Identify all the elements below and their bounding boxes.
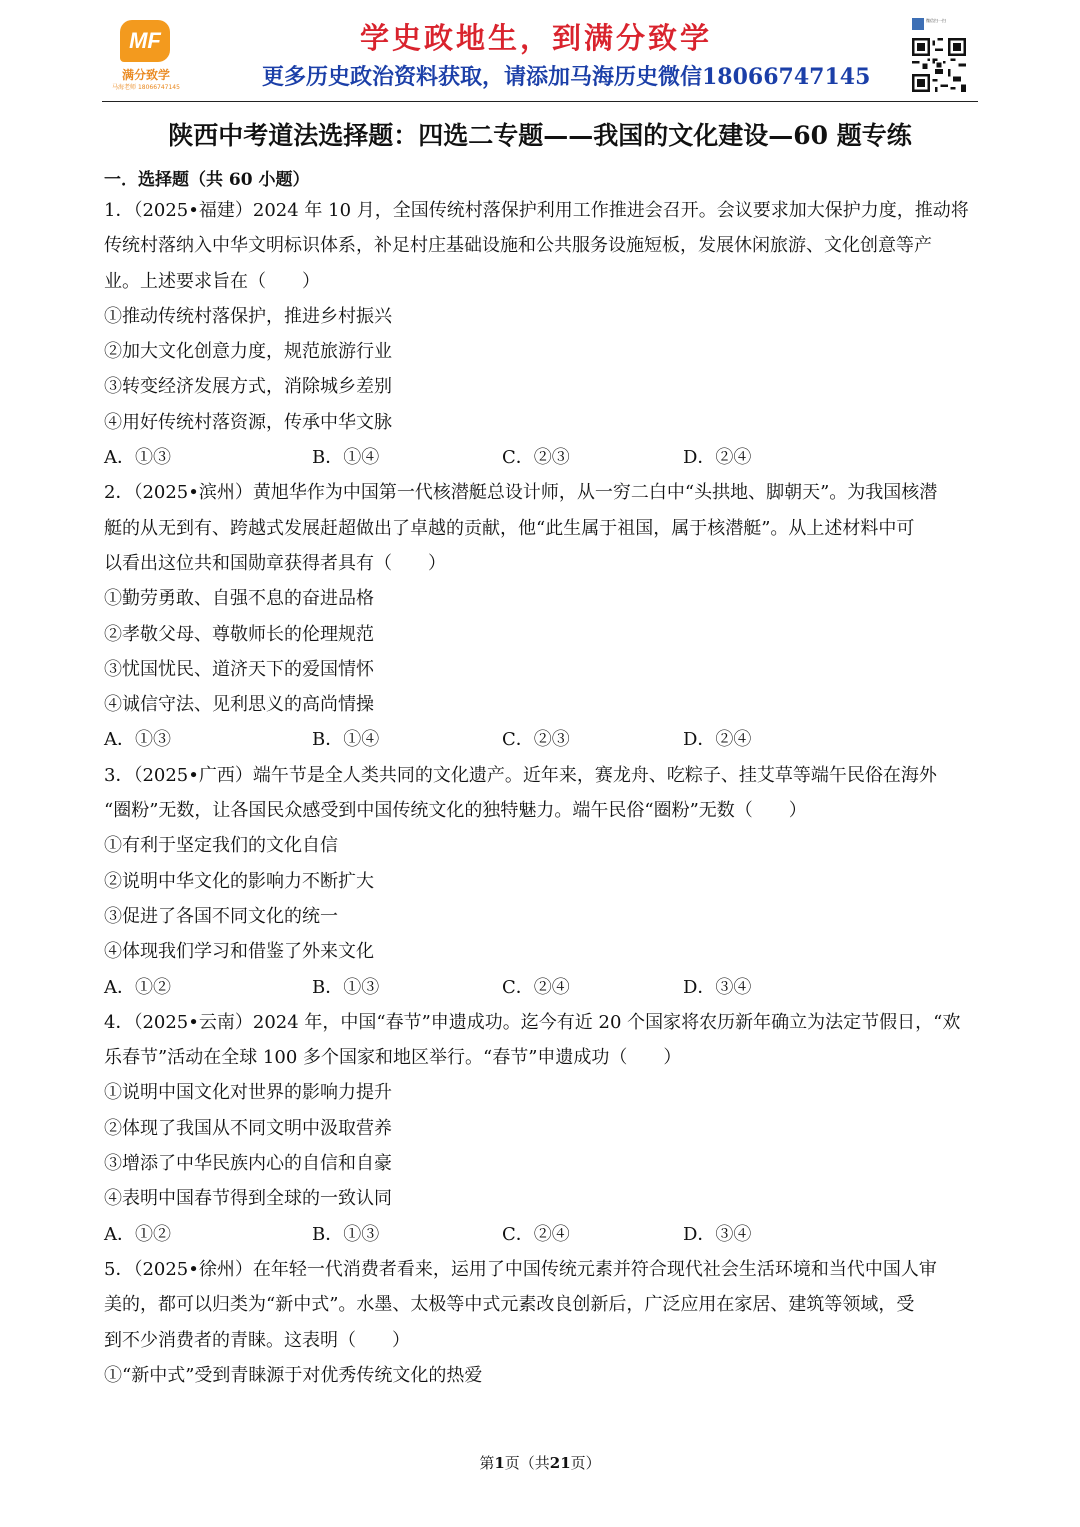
option-c: C．②③ xyxy=(502,729,570,751)
header-divider xyxy=(102,101,978,102)
question-5 xyxy=(104,1252,980,1393)
statement: ①勤劳勇敢、自强不息的奋进品格 xyxy=(104,588,374,610)
statement: ①“新中式”受到青睐源于对优秀传统文化的热爱 xyxy=(104,1364,483,1386)
brand-logo xyxy=(110,20,182,92)
page-header xyxy=(0,0,1080,104)
statement: ②说明中华文化的影响力不断扩大 xyxy=(104,870,374,892)
statement: ②加大文化创意力度，规范旅游行业 xyxy=(104,341,392,363)
page-number: 1 xyxy=(494,1454,505,1472)
footer-middle: 页（共 xyxy=(504,1454,550,1472)
option-c: C．②④ xyxy=(502,976,570,998)
question-2 xyxy=(104,475,980,757)
statement: ①说明中国文化对世界的影响力提升 xyxy=(104,1082,392,1104)
question-stem-line: 3．（2025•广西）端午节是全人类共同的文化遗产。近年来，赛龙舟、吃粽子、挂艾草等端午民俗在海外 xyxy=(104,764,937,786)
footer-prefix: 第 xyxy=(479,1454,495,1472)
document-title: 陕西中考道法选择题：四选二专题——我国的文化建设—60 题专练 xyxy=(168,121,912,150)
option-c: C．②④ xyxy=(502,1223,570,1245)
logo-name: 满分致学 xyxy=(121,68,170,82)
option-a: A．①③ xyxy=(104,447,171,469)
answer-options xyxy=(104,1217,980,1252)
page-total: 21 xyxy=(549,1454,571,1472)
header-contact: 更多历史政治资料获取，请添加马海历史微信18066747145 xyxy=(262,64,871,90)
option-d: D．②④ xyxy=(683,447,752,469)
question-stem-line: 5．（2025•徐州）在年轻一代消费者看来，运用了中国传统元素并符合现代社会生活环境和当代中国人审 xyxy=(104,1258,937,1280)
option-d: D．②④ xyxy=(683,729,752,751)
answer-options xyxy=(104,722,980,757)
option-b: B．①④ xyxy=(312,729,380,751)
question-stem-line: 业。上述要求旨在（ ） xyxy=(104,270,320,292)
option-a: A．①③ xyxy=(104,729,171,751)
option-a: A．①② xyxy=(104,1223,171,1245)
option-b: B．①③ xyxy=(312,976,380,998)
option-a: A．①② xyxy=(104,976,171,998)
qr-code-block xyxy=(912,18,972,92)
question-stem-line: 乐春节”活动在全球 100 多个国家和地区举行。“春节”申遗成功（ ） xyxy=(104,1047,682,1069)
question-stem-line: 以看出这位共和国勋章获得者具有（ ） xyxy=(104,552,446,574)
statement: ②体现了我国从不同文明中汲取营养 xyxy=(104,1117,392,1139)
question-list xyxy=(104,193,980,1393)
statement: ④体现我们学习和借鉴了外来文化 xyxy=(104,941,374,963)
option-b: B．①③ xyxy=(312,1223,380,1245)
option-d: D．③④ xyxy=(683,1223,752,1245)
qr-code-icon xyxy=(912,38,966,92)
statement: ①推动传统村落保护，推进乡村振兴 xyxy=(104,305,392,327)
question-3 xyxy=(104,758,980,1005)
question-4 xyxy=(104,1005,980,1252)
statement: ①有利于坚定我们的文化自信 xyxy=(104,835,338,857)
qr-avatar-icon xyxy=(912,18,924,30)
section-heading: 一．选择题（共 60 小题） xyxy=(104,170,310,190)
statement: ④用好传统村落资源，传承中华文脉 xyxy=(104,411,392,433)
footer-suffix: 页） xyxy=(570,1454,601,1472)
logo-subtitle: 马海老师 18066747145 xyxy=(112,84,180,91)
logo-badge: MF xyxy=(120,20,170,62)
qr-caption: 微信扫一扫 xyxy=(926,18,946,23)
statement: ③忧国忧民、道济天下的爱国情怀 xyxy=(104,658,374,680)
statement: ③促进了各国不同文化的统一 xyxy=(104,905,338,927)
question-stem-line: 2．（2025•滨州）黄旭华作为中国第一代核潜艇总设计师，从一穷二白中“头拱地、脚朝天”。为我国核潜 xyxy=(104,482,938,504)
statement: ③转变经济发展方式，消除城乡差别 xyxy=(104,376,392,398)
header-slogan: 学史政地生，到满分致学 xyxy=(360,21,713,55)
statement: ③增添了中华民族内心的自信和自豪 xyxy=(104,1153,392,1175)
statement: ④表明中国春节得到全球的一致认同 xyxy=(104,1188,392,1210)
statement: ④诚信守法、见利思义的高尚情操 xyxy=(104,694,374,716)
question-stem-line: 到不少消费者的青睐。这表明（ ） xyxy=(104,1329,410,1351)
question-stem-line: 4．（2025•云南）2024 年，中国“春节”申遗成功。迄今有近 20 个国家将农历新年确立为法定节假日，“欢 xyxy=(104,1011,961,1033)
page-footer xyxy=(0,1452,1080,1473)
question-1 xyxy=(104,193,980,475)
question-stem-line: “圈粉”无数，让各国民众感受到中国传统文化的独特魅力。端午民俗“圈粉”无数（ ） xyxy=(104,800,807,822)
question-stem-line: 艇的从无到有、跨越式发展赶超做出了卓越的贡献，他“此生属于祖国，属于核潜艇”。从上述材料中可 xyxy=(104,517,915,539)
option-d: D．③④ xyxy=(683,976,752,998)
statement: ②孝敬父母、尊敬师长的伦理规范 xyxy=(104,623,374,645)
question-stem-line: 传统村落纳入中华文明标识体系，补足村庄基础设施和公共服务设施短板，发展休闲旅游、文化创意等产 xyxy=(104,235,932,257)
question-stem-line: 1．（2025•福建）2024 年 10 月，全国传统村落保护利用工作推进会召开。会议要求加大保护力度，推动将 xyxy=(104,200,969,221)
option-c: C．②③ xyxy=(502,447,570,469)
answer-options xyxy=(104,970,980,1005)
option-b: B．①④ xyxy=(312,447,380,469)
answer-options xyxy=(104,440,980,475)
question-stem-line: 美的，都可以归类为“新中式”。水墨、太极等中式元素改良创新后，广泛应用在家居、建筑等领域，受 xyxy=(104,1294,915,1316)
